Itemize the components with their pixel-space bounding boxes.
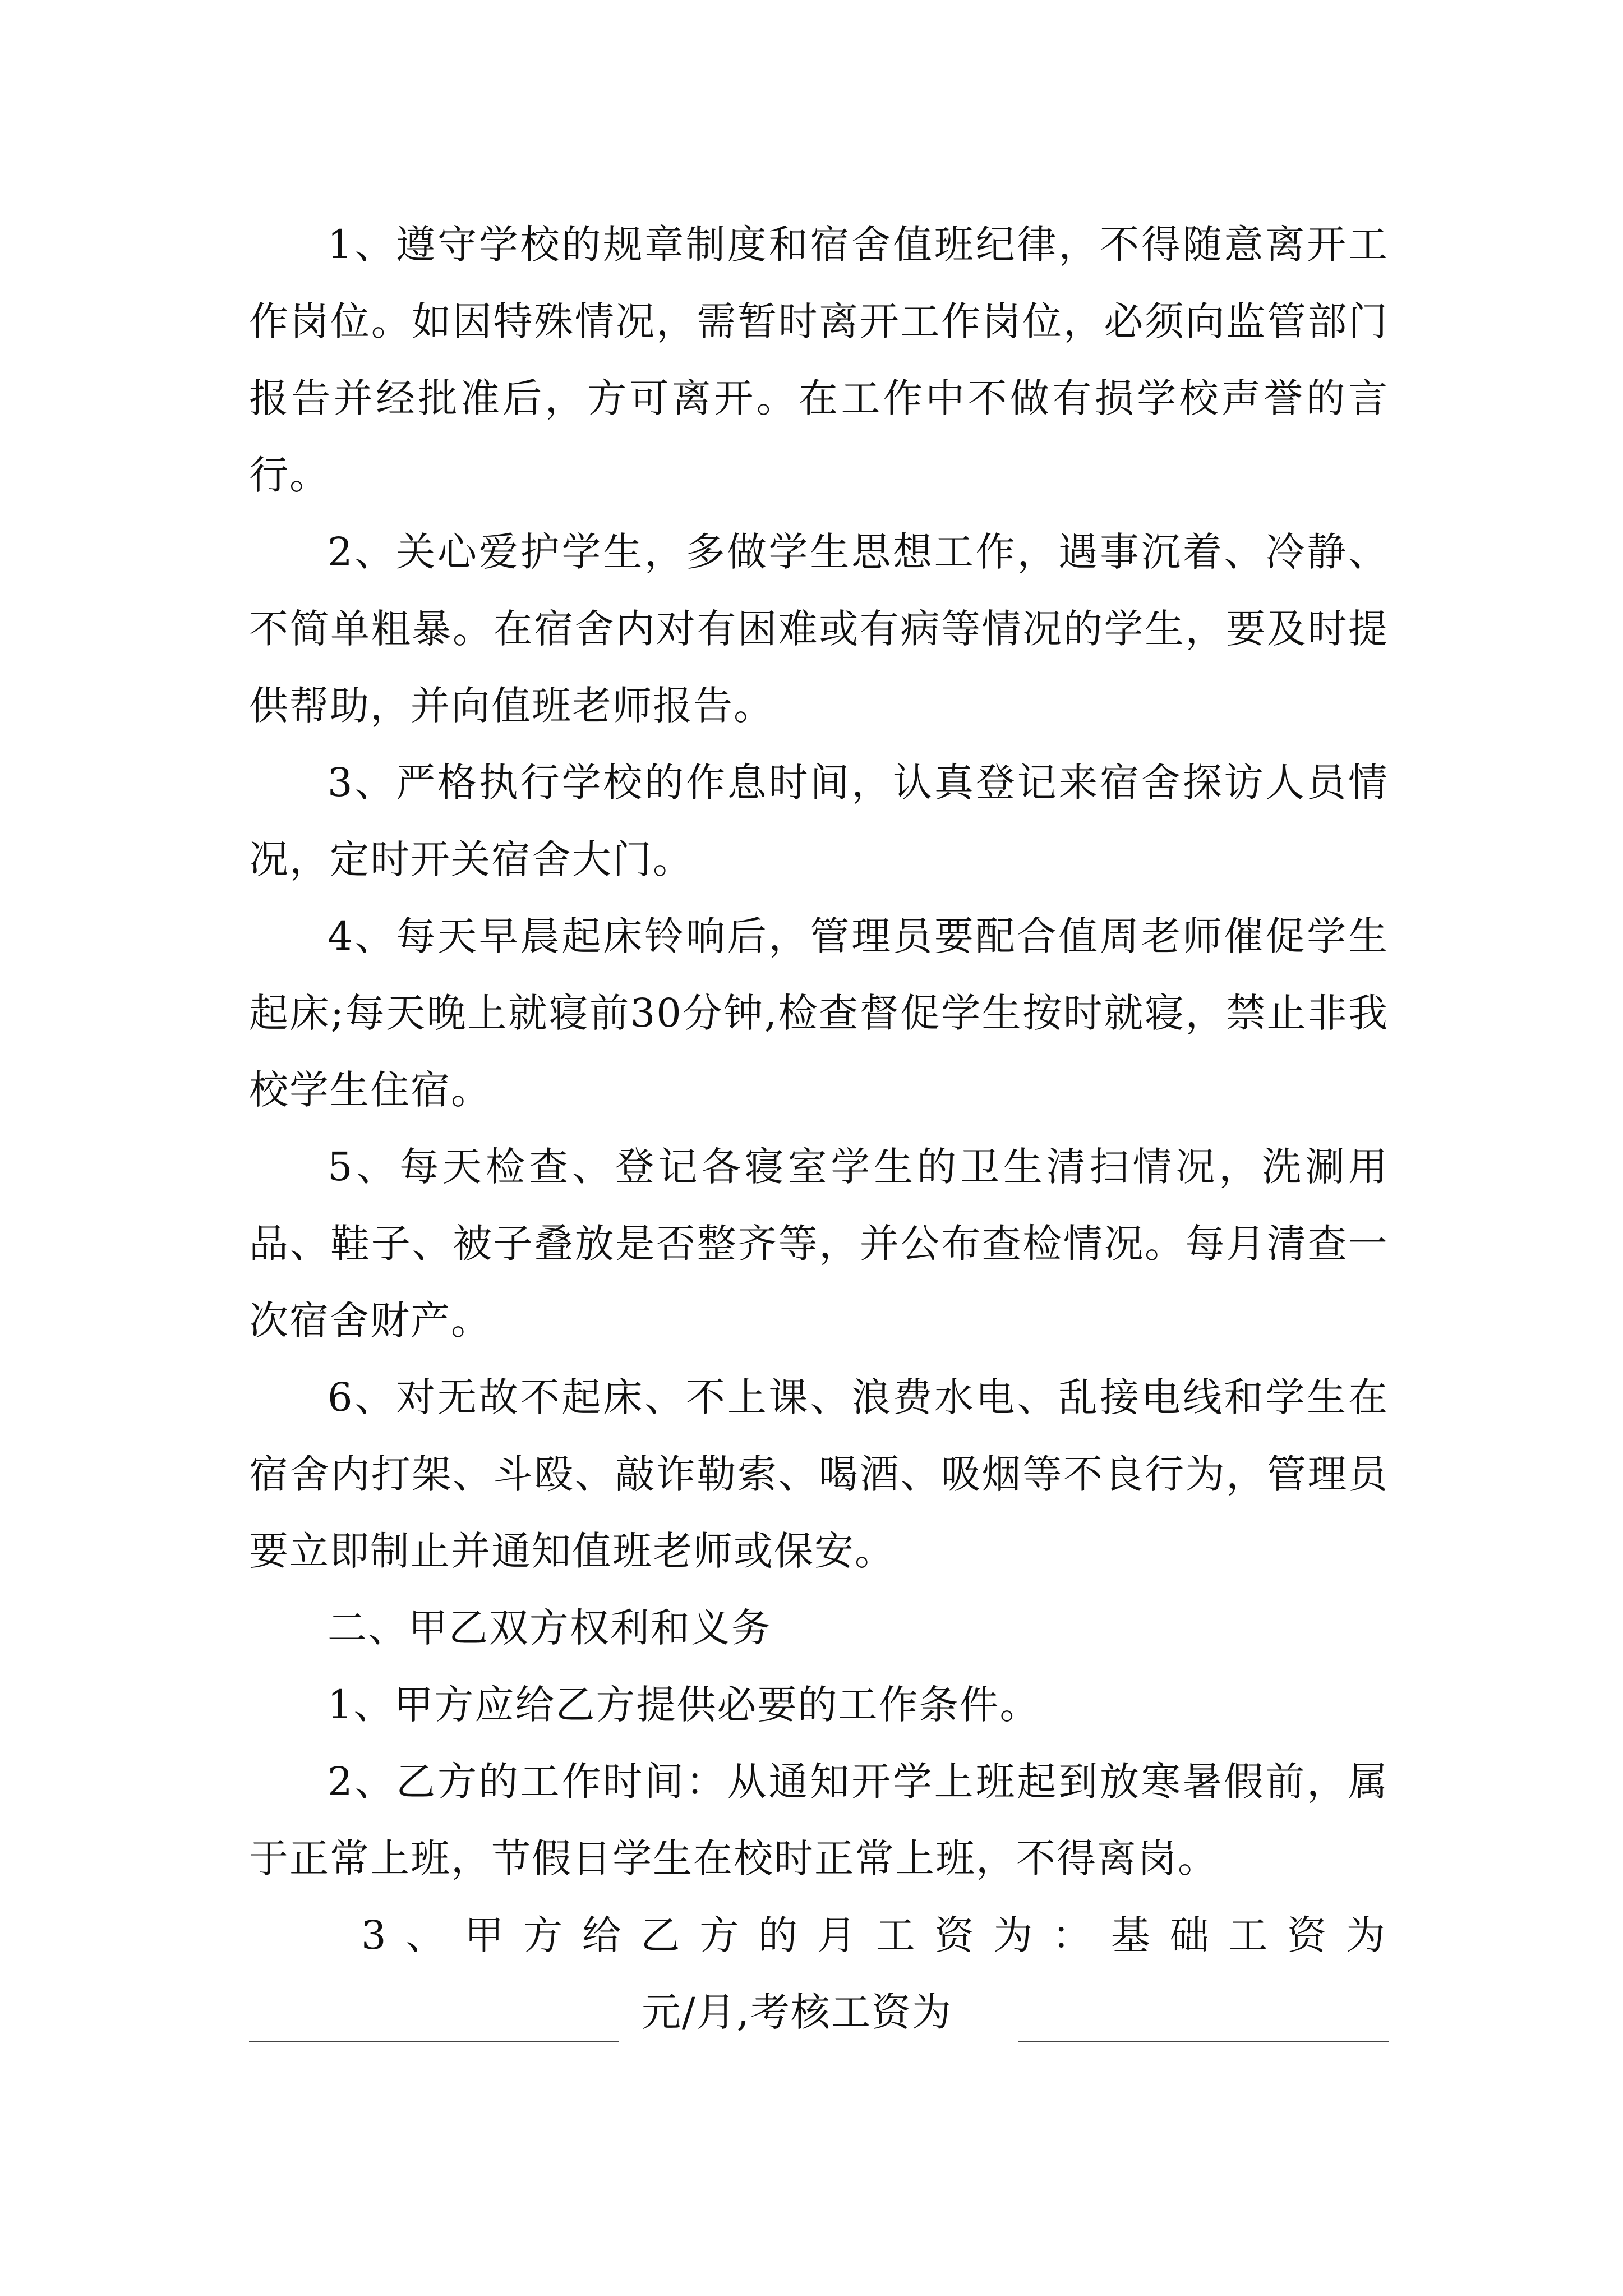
salary-mid-text: 元/月,考核工资为 [642,1989,952,2035]
paragraph-duty-2: 2、关心爱护学生，多做学生思想工作，遇事沉着、冷静、不简单粗暴。在宿舍内对有困难或有病等情况的学生，要及时提供帮助，并向值班老师报告。 [249,529,1389,729]
base-salary-blank [249,1974,619,2042]
assessment-salary-blank [1018,1974,1389,2042]
paragraph-rights-1: 1、甲方应给乙方提供必要的工作条件。 [328,1682,1040,1728]
paragraph-duty-5: 5、每天检查、登记各寝室学生的卫生清扫情况，洗涮用品、鞋子、被子叠放是否整齐等，并公布查检情况。每月清查一次宿舍财产。 [249,1144,1389,1343]
paragraph-duty-1: 1、遵守学校的规章制度和宿舍值班纪律，不得随意离开工作岗位。如因特殊情况，需暂时离开工作岗位，必须向监管部门报告并经批准后，方可离开。在工作中不做有损学校声誉的言行。 [249,222,1389,498]
paragraph-duty-6: 6、对无故不起床、不上课、浪费水电、乱接电线和学生在宿舍内打架、斗殴、敲诈勒索、喝酒、吸烟等不良行为，管理员要立即制止并通知值班老师或保安。 [249,1374,1389,1574]
document-body [249,206,1389,2051]
paragraph-salary: 3、甲方给乙方的月工资为：基础工资为 [361,1912,1389,1958]
paragraph-duty-3: 3、严格执行学校的作息时间，认真登记来宿舍探访人员情况，定时开关宿舍大门。 [249,760,1389,882]
section-heading-rights: 二、甲乙双方权利和义务 [328,1605,772,1651]
salary-blanks-line [249,1974,1389,2051]
paragraph-rights-2: 2、乙方的工作时间：从通知开学上班起到放寒暑假前，属于正常上班，节假日学生在校时正常上班，不得离岗。 [249,1759,1389,1881]
paragraph-duty-4: 4、每天早晨起床铃响后，管理员要配合值周老师催促学生起床;每天晚上就寝前30分钟,检查督促学生按时就寝，禁止非我校学生住宿。 [249,913,1389,1113]
